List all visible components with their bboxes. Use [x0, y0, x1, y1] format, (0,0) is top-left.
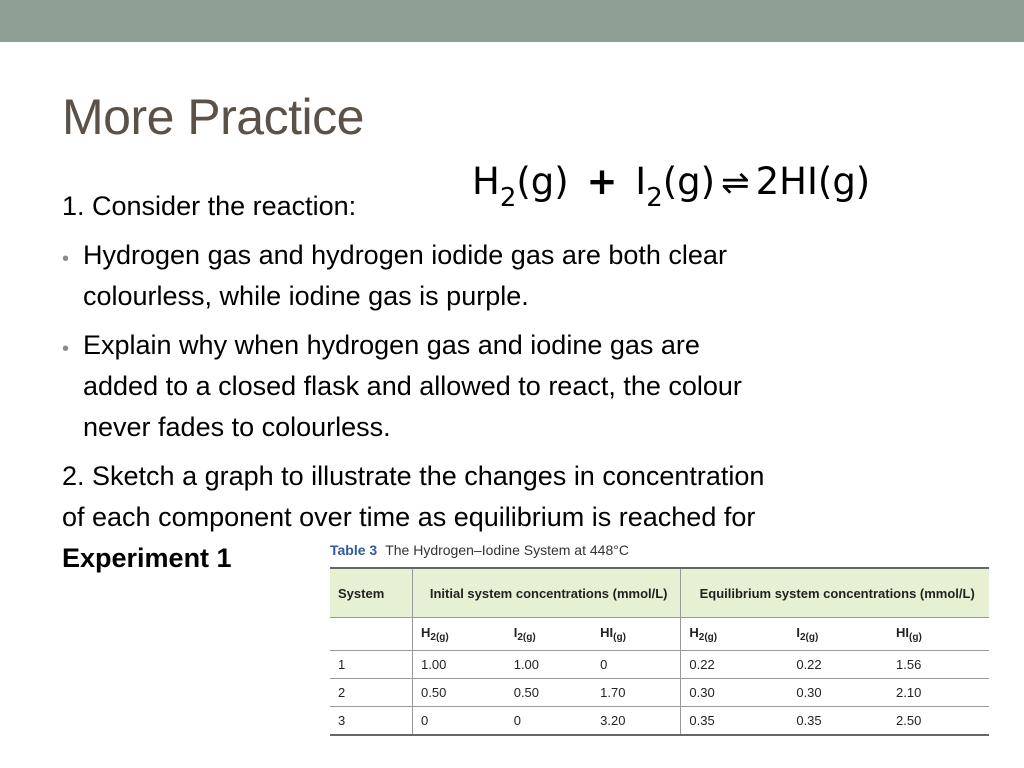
species-h2-equilibrium [681, 618, 788, 651]
species-base: HI [896, 625, 909, 640]
cell-value: 1.00 [413, 651, 506, 679]
species-i2-equilibrium [788, 618, 888, 651]
table-row [330, 651, 989, 679]
system-header: System [330, 568, 413, 618]
table-caption-text: The Hydrogen–Iodine System at 448°C [385, 542, 629, 558]
cell-system: 1 [330, 651, 413, 679]
bullet-2-line-3: never fades to colourless. [83, 412, 391, 442]
question-1-intro: 1. Consider the reaction: [62, 191, 357, 221]
initial-conc-header: Initial system concentrations (mmol/L) [413, 568, 681, 618]
species-sub: (g) [909, 632, 922, 643]
species-hi-equilibrium [888, 618, 989, 651]
equilibrium-conc-header: Equilibrium system concentrations (mmol/L) [681, 568, 989, 618]
species-hi-initial [592, 618, 681, 651]
cell-value: 0.50 [413, 679, 506, 707]
bullet-1-line-2: colourless, while iodine gas is purple. [83, 281, 529, 311]
table-caption [330, 542, 629, 558]
eq-equilibrium-arrow: ⇌ [721, 163, 750, 203]
bullet-icon: • [62, 248, 70, 270]
table-header-row [330, 568, 989, 618]
cell-value: 0.30 [681, 679, 788, 707]
bullet-2-line-2: added to a closed flask and allowed to react, the colour [83, 371, 742, 401]
question-2-line-2: of each component over time as equilibrium is reached for [62, 502, 756, 532]
eq-i-state: (g) [662, 160, 716, 203]
top-bar [0, 0, 1024, 42]
cell-value: 1.00 [506, 651, 592, 679]
bullet-2-line-1: Explain why when hydrogen gas and iodine gas are [83, 330, 700, 360]
cell-value: 0 [506, 707, 592, 736]
cell-value: 3.20 [592, 707, 681, 736]
species-base: H [689, 625, 699, 640]
eq-i-sub: 2 [646, 183, 663, 213]
cell-value: 0.35 [681, 707, 788, 736]
eq-h: H [472, 160, 500, 203]
hydrogen-iodide-table [330, 567, 989, 736]
species-h2-initial [413, 618, 506, 651]
cell-value: 0.22 [788, 651, 888, 679]
species-sub: 2(g) [430, 632, 449, 643]
reaction-equation [472, 158, 871, 213]
cell-value: 0 [413, 707, 506, 736]
cell-value: 0.50 [506, 679, 592, 707]
bullet-1-line-1: Hydrogen gas and hydrogen iodide gas are both clear [83, 240, 727, 270]
eq-product: 2HI(g) [755, 160, 871, 203]
cell-system: 3 [330, 707, 413, 736]
species-sub: 2(g) [517, 632, 536, 643]
cell-value: 0.22 [681, 651, 788, 679]
bullet-icon: • [62, 338, 70, 360]
eq-h-state: (g) [516, 160, 569, 203]
cell-value: 0 [592, 651, 681, 679]
species-i2-initial [506, 618, 592, 651]
eq-plus: + [586, 160, 618, 203]
species-base: I [796, 625, 800, 640]
slide-title: More Practice [62, 89, 364, 145]
eq-h-sub: 2 [499, 183, 517, 213]
question-2-experiment: Experiment 1 [62, 543, 232, 573]
table-row [330, 707, 989, 736]
table-row [330, 679, 989, 707]
cell-value: 1.56 [888, 651, 989, 679]
cell-value: 2.50 [888, 707, 989, 736]
species-header-empty [330, 618, 413, 651]
species-base: HI [600, 625, 614, 640]
cell-value: 1.70 [592, 679, 681, 707]
species-sub: (g) [613, 632, 626, 643]
species-base: I [513, 625, 518, 640]
question-2-line-1: 2. Sketch a graph to illustrate the changes in concentration [62, 461, 765, 491]
species-sub: 2(g) [698, 632, 718, 643]
species-sub: 2(g) [799, 632, 819, 643]
cell-value: 0.30 [788, 679, 888, 707]
cell-value: 2.10 [888, 679, 989, 707]
table-caption-label: Table 3 [330, 542, 378, 558]
eq-i: I [635, 160, 647, 203]
species-base: H [421, 625, 431, 640]
cell-value: 0.35 [788, 707, 888, 736]
species-header-row [330, 618, 989, 651]
cell-system: 2 [330, 679, 413, 707]
